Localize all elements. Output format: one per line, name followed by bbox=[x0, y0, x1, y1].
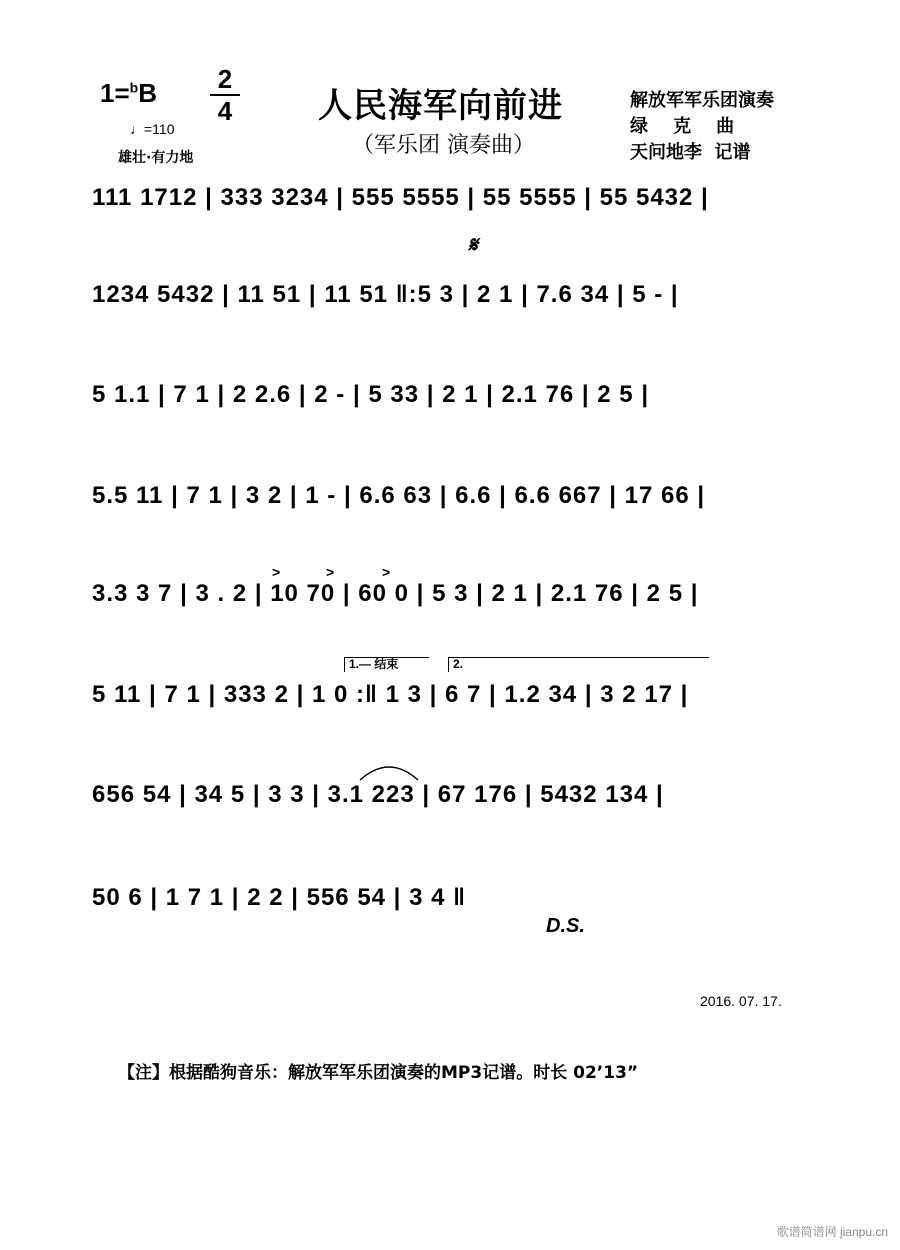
watermark: 歌谱简谱网 jianpu.cn bbox=[776, 1225, 888, 1239]
score-row: 5 11 | 7 1 | 333 2 | 1 0 :‖ 1 3 | 6 7 | 1.2 34 | 3 2 17 | bbox=[92, 681, 689, 708]
tempo-marking: ♩=110 bbox=[130, 121, 175, 137]
time-signature bbox=[208, 64, 242, 126]
volta-first-ending: 1.— 结束 bbox=[344, 657, 429, 672]
time-signature-top: 2 bbox=[217, 64, 233, 94]
dal-segno: D.S. bbox=[546, 915, 585, 937]
score-row: 5 1.1 | 7 1 | 2 2.6 | 2 - | 5 33 | 2 1 | 2.1 76 | 2 5 | bbox=[92, 381, 650, 408]
time-signature-bottom: 4 bbox=[217, 96, 233, 126]
score-row: 1234 5432 | 11 51 | 11 51 ‖:5 3 | 2 1 | 7.6 34 | 5 - | bbox=[92, 281, 679, 308]
key-signature: 1=$^b$B bbox=[100, 78, 157, 108]
volta-second-ending: 2. bbox=[448, 657, 709, 672]
score-row: 3.3 3 7 | 3 . 2 | 10 70 | 60 0 | 5 3 | 2 1 | 2.1 76 | 2 5 | bbox=[92, 580, 699, 607]
credit-transcriber: 天问地李 记谱 bbox=[630, 142, 751, 163]
footnote: 【注】根据酷狗音乐：解放军军乐团演奏的MP3记谱。时长 02’13” bbox=[118, 1063, 639, 1083]
accent-mark: > bbox=[272, 564, 281, 580]
tie-arc bbox=[358, 760, 420, 782]
accent-mark: > bbox=[382, 564, 391, 580]
song-title: 人民海军向前进 bbox=[318, 86, 563, 126]
accent-mark: > bbox=[326, 564, 335, 580]
segno-sign: 𝄋 bbox=[468, 232, 478, 257]
score-row: 111 1712 | 333 3234 | 555 5555 | 55 5555 | 55 5432 | bbox=[92, 184, 709, 211]
score-row: 50 6 | 1 7 1 | 2 2 | 556 54 | 3 4 ‖ bbox=[92, 884, 467, 911]
score-row: 5.5 11 | 7 1 | 3 2 | 1 - | 6.6 63 | 6.6 | 6.6 667 | 17 66 | bbox=[92, 482, 706, 509]
transcription-date: 2016. 07. 17. bbox=[700, 993, 782, 1009]
credit-performer: 解放军军乐团演奏 bbox=[630, 90, 774, 111]
credits bbox=[630, 88, 774, 166]
song-subtitle: （军乐团 演奏曲） bbox=[352, 133, 535, 158]
credit-composer: 绿 克 曲 bbox=[630, 116, 735, 137]
expression-marking: 雄壮·有力地 bbox=[118, 150, 194, 166]
score-row: 656 54 | 34 5 | 3 3 | 3.1 223 | 67 176 | 5432 134 | bbox=[92, 781, 664, 808]
